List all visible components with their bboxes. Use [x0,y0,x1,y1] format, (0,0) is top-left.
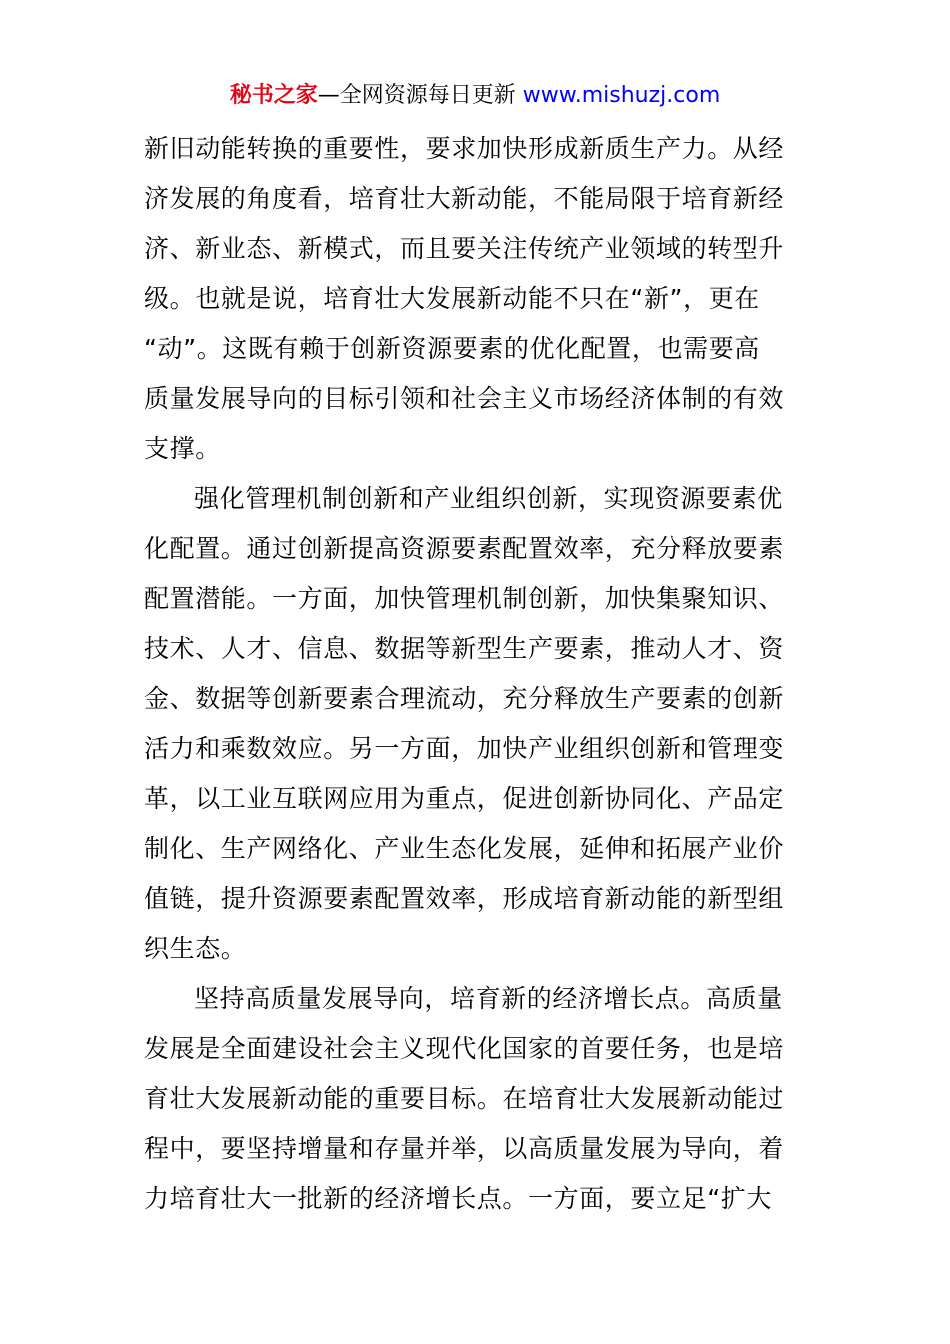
text-line: 济发展的角度看，培育壮大新动能，不能局限于培育新经 [144,184,785,213]
text-line: 活力和乘数效应。另一方面，加快产业组织创新和管理变 [144,734,785,763]
text-line: 新旧动能转换的重要性，要求加快形成新质生产力。从经 [144,134,785,163]
text-line: 级。也就是说，培育壮大发展新动能不只在“新”，更在 [144,284,760,313]
text-line: 程中，要坚持增量和存量并举，以高质量发展为导向，着 [144,1134,785,1163]
text-line: 发展是全面建设社会主义现代化国家的首要任务，也是培 [144,1034,785,1063]
text-line: 革，以工业互联网应用为重点，促进创新协同化、产品定 [144,784,785,813]
text-line: 化配置。通过创新提高资源要素配置效率，充分释放要素 [144,534,785,563]
text-line: 值链，提升资源要素配置效率，形成培育新动能的新型组 [144,884,785,913]
site-url-link[interactable]: www.mishuzj.com [522,83,721,108]
header-tagline: —全网资源每日更新 [317,83,516,108]
document-body [144,124,808,1224]
text-line: 制化、生产网络化、产业生态化发展，延伸和拓展产业价 [144,834,785,863]
text-line: 质量发展导向的目标引领和社会主义市场经济体制的有效 [144,384,785,413]
text-line: 配置潜能。一方面，加快管理机制创新，加快集聚知识、 [144,584,785,613]
text-line: 坚持高质量发展导向，培育新的经济增长点。高质量 [194,984,783,1013]
text-line: 强化管理机制创新和产业组织创新，实现资源要素优 [194,484,783,513]
text-line: 济、新业态、新模式，而且要关注传统产业领域的转型升 [144,234,785,263]
text-line: 力培育壮大一批新的经济增长点。一方面，要立足“扩大 [144,1184,772,1213]
text-line: 技术、人才、信息、数据等新型生产要素，推动人才、资 [144,634,785,663]
page-header [0,80,950,112]
brand-name: 秘书之家 [229,83,318,108]
text-line: “动”。这既有赖于创新资源要素的优化配置，也需要高 [144,334,760,363]
text-line: 金、数据等创新要素合理流动，充分释放生产要素的创新 [144,684,785,713]
text-line: 支撑。 [144,434,221,463]
text-line: 织生态。 [144,934,247,963]
text-line: 育壮大发展新动能的重要目标。在培育壮大发展新动能过 [144,1084,785,1113]
